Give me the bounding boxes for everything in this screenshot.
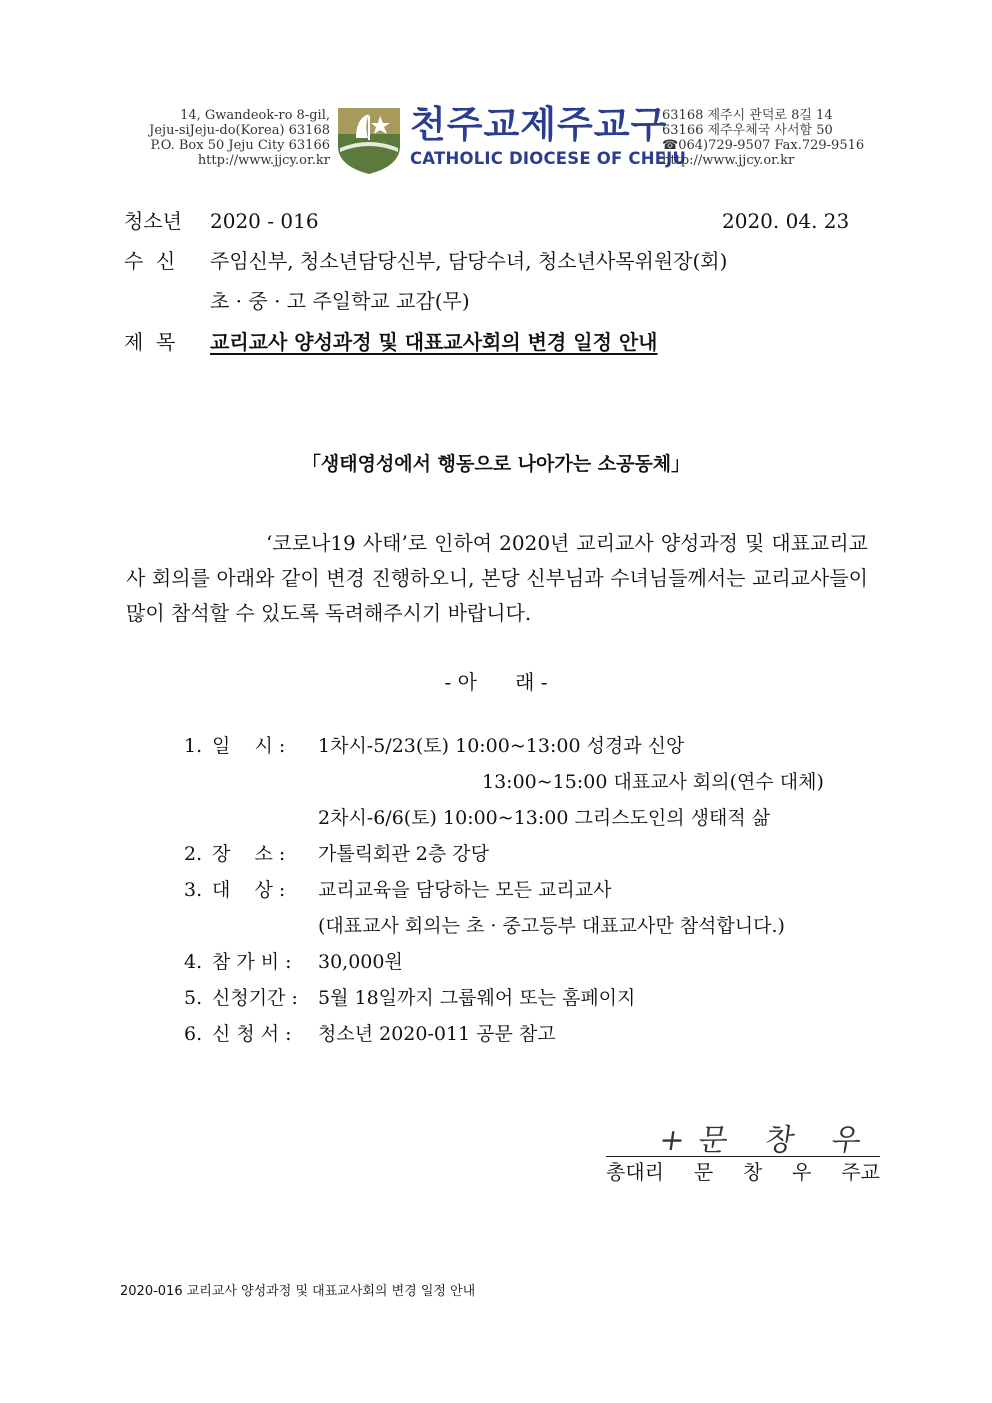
item-number: 2. [184, 843, 203, 865]
body-paragraph: ‘코로나19 사태’로 인하여 2020년 교리교사 양성과정 및 대표교리교사 회의를 아래와 같이 변경 진행하오니, 본당 신부님과 수녀님들께서는 교리교사들이 많이 참석할 수 있도록 독려해주시기 바랍니다. [126, 531, 868, 625]
item-number: 1. [184, 735, 203, 757]
handwritten-signature: +문 창 우 [657, 1123, 878, 1158]
doc-date: 2020. 04. 23 [722, 209, 850, 233]
page-footer: 2020-016 교리교사 양성과정 및 대표교사회의 변경 일정 안내 [120, 1284, 476, 1299]
item-value: 13:00~15:00 대표교사 회의(연수 대체) [482, 771, 824, 793]
address-line: 14, Gwandeok-ro 8-gil, [180, 108, 330, 123]
item-number: 6. [184, 1023, 203, 1045]
address-line: Jeju-siJeju-do(Korea) 63168 [149, 123, 330, 138]
slogan: 「생태영성에서 행동으로 나아가는 소공동체」 [301, 453, 691, 475]
signatory-title [606, 1158, 880, 1186]
doc-label: 청소년 [124, 209, 182, 233]
item-label: 일 시 : [212, 735, 286, 757]
section-heading: - 아 래 - [444, 670, 548, 694]
signatory-part: 창 [742, 1160, 763, 1184]
item-label: 신청기간 : [212, 987, 298, 1009]
diocese-name-korean: 천주교제주교구 [410, 103, 668, 146]
website-link[interactable]: http://www.jjcy.or.kr [197, 153, 330, 168]
phone-fax-line: ☎064)729-9507 Fax.729-9516 [662, 138, 865, 153]
item-number: 3. [184, 879, 203, 901]
signatory-part: 우 [792, 1160, 812, 1184]
doc-number: 2020 - 016 [210, 209, 319, 233]
address-line: 63166 제주우체국 사서함 50 [662, 123, 833, 138]
item-value: (대표교사 회의는 초 · 중고등부 대표교사만 참석합니다.) [318, 915, 785, 937]
item-number: 5. [184, 987, 203, 1009]
website-link[interactable]: http://www.jjcy.or.kr [662, 153, 795, 168]
item-number: 4. [184, 951, 203, 973]
diocese-name-english: CATHOLIC DIOCESE OF CHEJU [410, 149, 687, 168]
item-value: 가톨릭회관 2층 강당 [318, 843, 489, 865]
doc-subject: 교리교사 양성과정 및 대표교사회의 변경 일정 안내 [210, 330, 658, 354]
recipient-line: 주임신부, 청소년담당신부, 담당수녀, 청소년사목위원장(회) [210, 249, 728, 273]
subject-label: 제 목 [124, 330, 176, 354]
item-value: 30,000원 [318, 951, 403, 973]
address-line: P.O. Box 50 Jeju City 63166 [150, 138, 330, 153]
signatory-part: 주교 [841, 1160, 880, 1184]
item-label: 신 청 서 : [212, 1023, 292, 1045]
item-label: 장 소 : [212, 843, 286, 865]
address-line: 63168 제주시 관덕로 8길 14 [662, 108, 833, 123]
letterhead-address-en [118, 108, 330, 168]
item-value: 청소년 2020-011 공문 참고 [318, 1023, 556, 1045]
recipient-line: 초 · 중 · 고 주일학교 교감(무) [210, 289, 470, 313]
item-value: 5월 18일까지 그룹웨어 또는 홈페이지 [318, 987, 636, 1009]
signatory-part: 문 [693, 1160, 714, 1184]
signature-line [606, 1156, 880, 1157]
diocese-emblem-logo [334, 104, 404, 176]
signatory-part: 총대리 [606, 1160, 664, 1184]
recipient-label: 수 신 [124, 249, 176, 273]
item-value: 2차시-6/6(토) 10:00~13:00 그리스도인의 생태적 삶 [318, 807, 771, 829]
item-label: 참 가 비 : [212, 951, 292, 973]
item-value: 교리교육을 담당하는 모든 교리교사 [318, 879, 612, 901]
item-value: 1차시-5/23(토) 10:00~13:00 성경과 신앙 [318, 735, 685, 757]
item-label: 대 상 : [212, 879, 286, 901]
letterhead-address-ko [662, 108, 864, 168]
